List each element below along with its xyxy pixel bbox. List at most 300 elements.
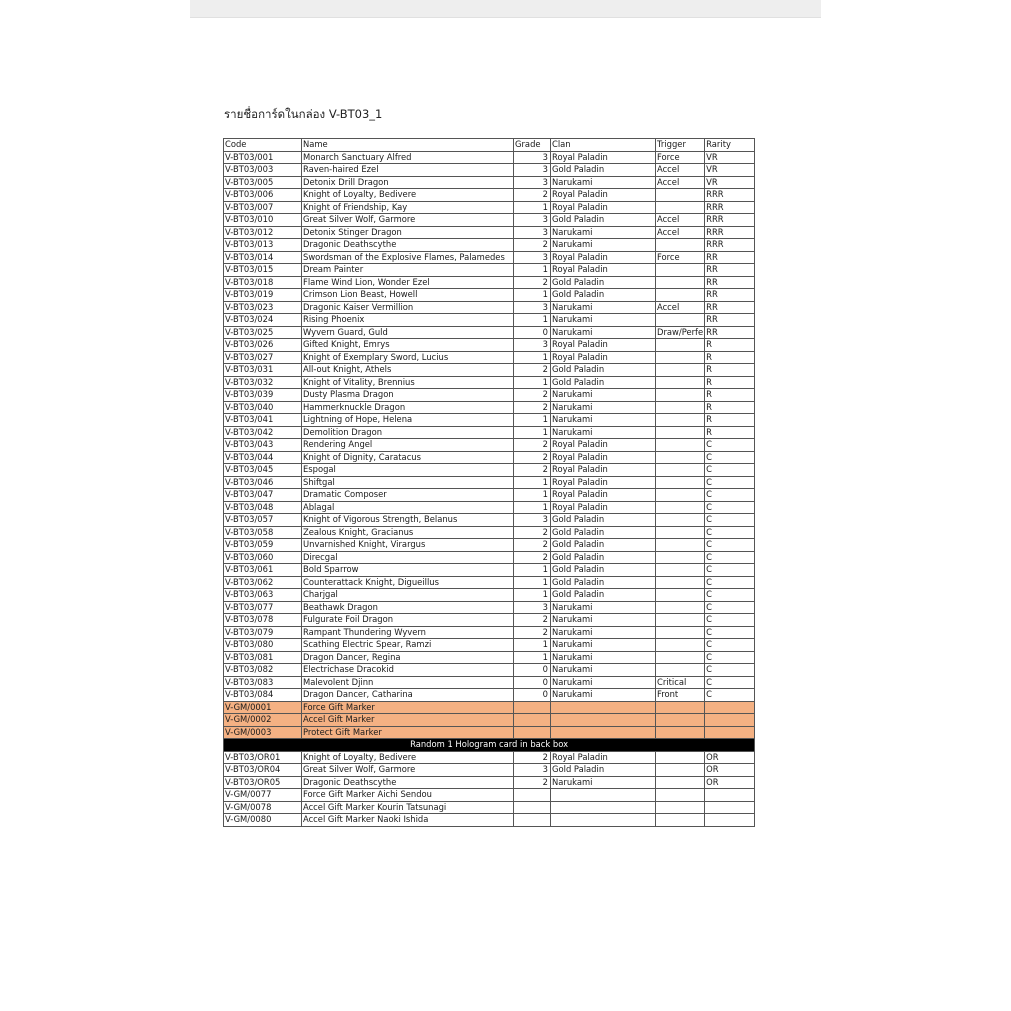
cell-trigger: Draw/Perfe [657, 326, 704, 337]
cell-clan: Narukami [551, 614, 656, 627]
table-row [224, 639, 755, 652]
cell-grade: 2 [514, 401, 551, 414]
cell-rarity: RR [705, 289, 755, 302]
cell-name: Great Silver Wolf, Garmore [302, 764, 514, 777]
cell-name: Gifted Knight, Emrys [302, 339, 514, 352]
hologram-banner: Random 1 Hologram card in back box [224, 739, 755, 752]
cell-rarity: R [705, 389, 755, 402]
cell-rarity: C [705, 676, 755, 689]
cell-grade [514, 726, 551, 739]
cell-trigger [656, 551, 705, 564]
cell-grade: 3 [514, 214, 551, 227]
cell-rarity: RR [705, 251, 755, 264]
cell-clan: Royal Paladin [551, 339, 656, 352]
hologram-banner-row [224, 739, 755, 752]
cell-trigger [656, 389, 705, 402]
cell-trigger [656, 539, 705, 552]
cell-trigger [656, 701, 705, 714]
table-row [224, 401, 755, 414]
cell-grade: 2 [514, 626, 551, 639]
cell-trigger [656, 639, 705, 652]
cell-clan: Narukami [551, 389, 656, 402]
cell-trigger: Accel [656, 301, 705, 314]
cell-rarity: RRR [705, 189, 755, 202]
cell-grade: 2 [514, 389, 551, 402]
cell-clan: Narukami [551, 226, 656, 239]
cell-name: Beathawk Dragon [302, 601, 514, 614]
cell-name: Scathing Electric Spear, Ramzi [302, 639, 514, 652]
cell-trigger [656, 439, 705, 452]
cell-rarity: R [705, 339, 755, 352]
header-name: Name [302, 139, 514, 152]
cell-clan: Royal Paladin [551, 751, 656, 764]
cell-name: Electrichase Dracokid [302, 664, 514, 677]
cell-name: Knight of Vitality, Brennius [302, 376, 514, 389]
cell-name: Dusty Plasma Dragon [302, 389, 514, 402]
cell-clan: Royal Paladin [551, 189, 656, 202]
cell-clan: Gold Paladin [551, 376, 656, 389]
cell-rarity: RRR [705, 226, 755, 239]
table-row [224, 326, 755, 339]
cell-grade [514, 789, 551, 802]
cell-code: V-BT03/044 [224, 451, 302, 464]
cell-name: Knight of Vigorous Strength, Belanus [302, 514, 514, 527]
cell-grade: 3 [514, 301, 551, 314]
cell-grade: 1 [514, 264, 551, 277]
cell-rarity: C [705, 501, 755, 514]
table-row [224, 489, 755, 502]
cell-trigger [656, 314, 705, 327]
cell-code: V-BT03/007 [224, 201, 302, 214]
cell-clan: Royal Paladin [551, 351, 656, 364]
cell-name: Accel Gift Marker [302, 714, 514, 727]
cell-clan: Gold Paladin [551, 576, 656, 589]
cell-trigger: Accel [656, 214, 705, 227]
cell-name: Dragonic Kaiser Vermillion [302, 301, 514, 314]
cell-code: V-BT03/032 [224, 376, 302, 389]
cell-code: V-BT03/018 [224, 276, 302, 289]
table-row [224, 239, 755, 252]
cell-trigger [656, 351, 705, 364]
cell-trigger [656, 751, 705, 764]
cell-code: V-GM/0002 [224, 714, 302, 727]
cell-grade: 2 [514, 439, 551, 452]
cell-grade: 3 [514, 601, 551, 614]
header-rarity: Rarity [705, 139, 755, 152]
cell-clan: Gold Paladin [551, 539, 656, 552]
cell-rarity: RR [705, 301, 755, 314]
cell-grade: 1 [514, 651, 551, 664]
cell-trigger [656, 464, 705, 477]
cell-code: V-BT03/024 [224, 314, 302, 327]
table-row [224, 451, 755, 464]
cell-trigger [656, 801, 705, 814]
cell-trigger [656, 764, 705, 777]
cell-clan: Narukami [551, 626, 656, 639]
cell-trigger [656, 426, 705, 439]
cell-grade: 3 [514, 226, 551, 239]
table-row [224, 551, 755, 564]
table-row [224, 689, 755, 702]
cell-trigger [656, 626, 705, 639]
table-row [224, 264, 755, 277]
cell-clan: Royal Paladin [551, 151, 656, 164]
cell-grade: 1 [514, 201, 551, 214]
cell-code: V-BT03/026 [224, 339, 302, 352]
table-row [224, 289, 755, 302]
cell-grade: 2 [514, 551, 551, 564]
table-row [224, 789, 755, 802]
cell-code: V-BT03/042 [224, 426, 302, 439]
table-row [224, 476, 755, 489]
cell-clan: Narukami [551, 239, 656, 252]
cell-name: Dragon Dancer, Regina [302, 651, 514, 664]
table-row [224, 226, 755, 239]
cell-grade: 1 [514, 476, 551, 489]
table-row [224, 376, 755, 389]
cell-trigger [656, 376, 705, 389]
cell-code: V-BT03/OR01 [224, 751, 302, 764]
cell-grade [514, 814, 551, 827]
cell-rarity [705, 789, 755, 802]
table-row [224, 189, 755, 202]
cell-grade: 0 [514, 664, 551, 677]
cell-trigger [656, 289, 705, 302]
cell-trigger [656, 414, 705, 427]
cell-grade: 2 [514, 776, 551, 789]
cell-clan: Narukami [551, 176, 656, 189]
cell-code: V-BT03/082 [224, 664, 302, 677]
cell-clan: Gold Paladin [551, 564, 656, 577]
cell-code: V-GM/0077 [224, 789, 302, 802]
cell-name: Knight of Loyalty, Bedivere [302, 751, 514, 764]
cell-clan: Royal Paladin [551, 476, 656, 489]
cell-grade: 2 [514, 364, 551, 377]
cell-grade: 2 [514, 239, 551, 252]
cell-name: Unvarnished Knight, Virargus [302, 539, 514, 552]
table-row [224, 464, 755, 477]
cell-name: Rampant Thundering Wyvern [302, 626, 514, 639]
document-title: รายชื่อการ์ดในกล่อง V-BT03_1 [224, 107, 383, 121]
cell-name: Dragonic Deathscythe [302, 776, 514, 789]
cell-trigger [656, 501, 705, 514]
cell-clan: Gold Paladin [551, 764, 656, 777]
cell-rarity: C [705, 476, 755, 489]
cell-trigger [656, 614, 705, 627]
cell-rarity: C [705, 489, 755, 502]
cell-grade: 1 [514, 576, 551, 589]
cell-name: Accel Gift Marker Kourin Tatsunagi [302, 801, 514, 814]
cell-grade: 0 [514, 676, 551, 689]
cell-clan [551, 701, 656, 714]
cell-trigger [656, 189, 705, 202]
cell-name: Ablagal [302, 501, 514, 514]
gift-marker-row [224, 701, 755, 714]
cell-code: V-BT03/079 [224, 626, 302, 639]
cell-name: Great Silver Wolf, Garmore [302, 214, 514, 227]
cell-code: V-BT03/046 [224, 476, 302, 489]
cell-rarity [705, 814, 755, 827]
banner-section [224, 739, 755, 752]
cell-trigger [656, 589, 705, 602]
cell-rarity: R [705, 426, 755, 439]
header-trigger: Trigger [656, 139, 705, 152]
cell-clan: Royal Paladin [551, 501, 656, 514]
cell-trigger [656, 664, 705, 677]
cell-clan: Royal Paladin [551, 439, 656, 452]
cell-grade: 1 [514, 501, 551, 514]
cell-trigger: Accel [656, 176, 705, 189]
cell-trigger: Front [656, 689, 705, 702]
cell-clan: Royal Paladin [551, 251, 656, 264]
cell-clan: Royal Paladin [551, 464, 656, 477]
table-row [224, 214, 755, 227]
table-row [224, 576, 755, 589]
cell-grade: 3 [514, 251, 551, 264]
cell-trigger: Accel [656, 164, 705, 177]
cell-grade: 2 [514, 189, 551, 202]
table-row [224, 426, 755, 439]
hologram-rows [224, 751, 755, 826]
viewer-top-bar [190, 0, 821, 18]
cell-trigger [656, 451, 705, 464]
cell-clan: Narukami [551, 301, 656, 314]
cell-trigger [656, 601, 705, 614]
cell-trigger [656, 476, 705, 489]
cell-grade: 1 [514, 639, 551, 652]
cell-trigger: Accel [656, 226, 705, 239]
cell-name: Knight of Loyalty, Bedivere [302, 189, 514, 202]
cell-rarity [705, 726, 755, 739]
card-list-table [223, 138, 755, 827]
cell-name: Wyvern Guard, Guld [302, 326, 514, 339]
cell-name: Malevolent Djinn [302, 676, 514, 689]
cell-grade [514, 801, 551, 814]
cell-rarity: R [705, 376, 755, 389]
cell-grade: 3 [514, 514, 551, 527]
cell-clan: Narukami [551, 314, 656, 327]
cell-rarity: C [705, 551, 755, 564]
cell-grade: 3 [514, 176, 551, 189]
cell-rarity: R [705, 364, 755, 377]
cell-code: V-BT03/019 [224, 289, 302, 302]
cell-code: V-BT03/062 [224, 576, 302, 589]
cell-code: V-BT03/061 [224, 564, 302, 577]
cell-code: V-BT03/080 [224, 639, 302, 652]
cell-name: Flame Wind Lion, Wonder Ezel [302, 276, 514, 289]
cell-rarity: R [705, 414, 755, 427]
cell-rarity: RR [705, 264, 755, 277]
cell-clan: Narukami [551, 639, 656, 652]
cell-trigger [656, 514, 705, 527]
cell-rarity: RRR [705, 239, 755, 252]
table-row [224, 601, 755, 614]
cell-trigger [656, 264, 705, 277]
cell-rarity: C [705, 451, 755, 464]
cell-rarity: RRR [705, 201, 755, 214]
cell-clan: Royal Paladin [551, 201, 656, 214]
table-row [224, 676, 755, 689]
cell-rarity [705, 701, 755, 714]
cell-grade: 1 [514, 314, 551, 327]
cell-name: Direcgal [302, 551, 514, 564]
cell-rarity: C [705, 664, 755, 677]
table-row [224, 251, 755, 264]
cell-name: Swordsman of the Explosive Flames, Palamedes [302, 251, 514, 264]
table-header-row [224, 139, 755, 152]
table-row [224, 501, 755, 514]
cell-trigger [656, 364, 705, 377]
cell-trigger [656, 651, 705, 664]
cell-trigger: Force [656, 251, 705, 264]
cell-rarity: C [705, 526, 755, 539]
gift-marker-rows [224, 701, 755, 739]
cell-name: Dramatic Composer [302, 489, 514, 502]
cell-clan: Royal Paladin [551, 264, 656, 277]
table-row [224, 151, 755, 164]
cell-grade: 1 [514, 351, 551, 364]
cell-name: Charjgal [302, 589, 514, 602]
table-row [224, 514, 755, 527]
cell-trigger [656, 401, 705, 414]
cell-trigger [656, 239, 705, 252]
table-row [224, 351, 755, 364]
cell-code: V-BT03/027 [224, 351, 302, 364]
cell-name: Protect Gift Marker [302, 726, 514, 739]
cell-grade: 2 [514, 751, 551, 764]
cell-rarity: C [705, 651, 755, 664]
cell-code: V-GM/0080 [224, 814, 302, 827]
cell-trigger [656, 339, 705, 352]
cell-grade: 1 [514, 564, 551, 577]
card-rows [224, 151, 755, 701]
cell-name: All-out Knight, Athels [302, 364, 514, 377]
cell-clan: Narukami [551, 326, 656, 339]
cell-code: V-BT03/078 [224, 614, 302, 627]
cell-rarity: C [705, 576, 755, 589]
cell-trigger [656, 726, 705, 739]
cell-clan: Narukami [551, 651, 656, 664]
cell-grade [514, 701, 551, 714]
cell-code: V-BT03/001 [224, 151, 302, 164]
cell-trigger [656, 776, 705, 789]
cell-grade: 2 [514, 464, 551, 477]
cell-grade: 1 [514, 289, 551, 302]
cell-clan: Narukami [551, 776, 656, 789]
cell-code: V-BT03/025 [224, 326, 302, 339]
cell-trigger [656, 276, 705, 289]
cell-rarity: C [705, 514, 755, 527]
table-row [224, 339, 755, 352]
table-row [224, 276, 755, 289]
cell-rarity: C [705, 589, 755, 602]
cell-clan: Narukami [551, 414, 656, 427]
cell-code: V-BT03/084 [224, 689, 302, 702]
cell-grade: 2 [514, 539, 551, 552]
cell-clan: Narukami [551, 664, 656, 677]
cell-rarity: C [705, 539, 755, 552]
cell-code: V-BT03/045 [224, 464, 302, 477]
cell-trigger [656, 714, 705, 727]
cell-grade: 1 [514, 376, 551, 389]
cell-name: Monarch Sanctuary Alfred [302, 151, 514, 164]
cell-name: Detonix Drill Dragon [302, 176, 514, 189]
cell-rarity: RR [705, 314, 755, 327]
cell-rarity: RR [705, 276, 755, 289]
cell-code: V-BT03/012 [224, 226, 302, 239]
cell-code: V-BT03/039 [224, 389, 302, 402]
cell-name: Counterattack Knight, Digueillus [302, 576, 514, 589]
cell-rarity: R [705, 401, 755, 414]
cell-clan: Royal Paladin [551, 489, 656, 502]
cell-code: V-BT03/041 [224, 414, 302, 427]
cell-name: Accel Gift Marker Naoki Ishida [302, 814, 514, 827]
cell-rarity: C [705, 689, 755, 702]
cell-trigger: Critical [656, 676, 705, 689]
header-code: Code [224, 139, 302, 152]
gift-marker-row [224, 714, 755, 727]
cell-rarity: C [705, 464, 755, 477]
cell-name: Knight of Dignity, Caratacus [302, 451, 514, 464]
cell-clan: Narukami [551, 401, 656, 414]
cell-clan: Narukami [551, 689, 656, 702]
cell-clan: Royal Paladin [551, 451, 656, 464]
cell-trigger: Force [656, 151, 705, 164]
cell-rarity: VR [705, 164, 755, 177]
cell-code: V-GM/0078 [224, 801, 302, 814]
cell-rarity: C [705, 626, 755, 639]
cell-name: Fulgurate Foil Dragon [302, 614, 514, 627]
cell-rarity: C [705, 639, 755, 652]
cell-grade: 1 [514, 426, 551, 439]
table-row [224, 801, 755, 814]
table-row [224, 539, 755, 552]
cell-clan: Gold Paladin [551, 289, 656, 302]
cell-grade: 1 [514, 589, 551, 602]
cell-clan: Gold Paladin [551, 514, 656, 527]
cell-code: V-BT03/005 [224, 176, 302, 189]
cell-code: V-BT03/010 [224, 214, 302, 227]
cell-name: Dragon Dancer, Catharina [302, 689, 514, 702]
cell-clan: Gold Paladin [551, 551, 656, 564]
cell-code: V-BT03/015 [224, 264, 302, 277]
header-clan: Clan [551, 139, 656, 152]
cell-clan [551, 726, 656, 739]
table-row [224, 814, 755, 827]
cell-name: Lightning of Hope, Helena [302, 414, 514, 427]
table-row [224, 589, 755, 602]
cell-clan [551, 714, 656, 727]
cell-rarity: RRR [705, 214, 755, 227]
cell-code: V-BT03/040 [224, 401, 302, 414]
cell-code: V-BT03/014 [224, 251, 302, 264]
cell-name: Bold Sparrow [302, 564, 514, 577]
cell-rarity: C [705, 564, 755, 577]
table-row [224, 364, 755, 377]
cell-rarity: C [705, 614, 755, 627]
table-row [224, 176, 755, 189]
table-row [224, 314, 755, 327]
cell-name: Rising Phoenix [302, 314, 514, 327]
cell-code: V-GM/0001 [224, 701, 302, 714]
cell-rarity: C [705, 439, 755, 452]
cell-name: Demolition Dragon [302, 426, 514, 439]
cell-grade [514, 714, 551, 727]
cell-name: Detonix Stinger Dragon [302, 226, 514, 239]
cell-clan: Gold Paladin [551, 589, 656, 602]
cell-name: Crimson Lion Beast, Howell [302, 289, 514, 302]
cell-rarity: OR [705, 764, 755, 777]
